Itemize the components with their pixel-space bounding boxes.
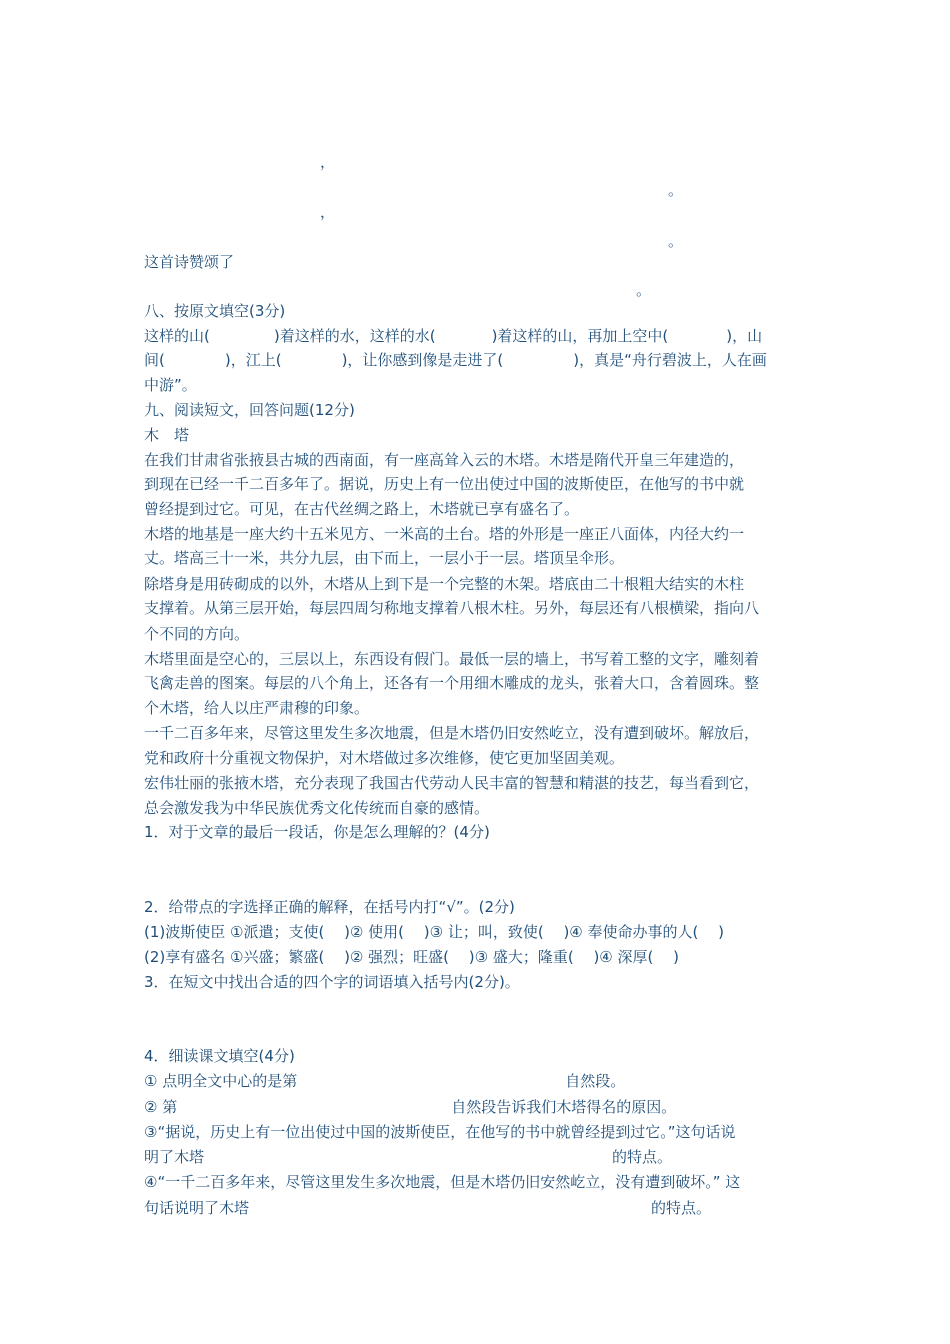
question-2-item-1: (1)波斯使臣 ①派遣；支使( )② 使用( )③ 让；叫，致使( )④ 奉使命办事的人( ) — [144, 923, 725, 941]
poem-comma-1: ， — [320, 153, 336, 171]
article-line: 丈。塔高三十一米，共分九层，由下而上，一层小于一层。塔顶呈伞形。 — [144, 549, 625, 567]
fill-text: ② 第 — [144, 1098, 178, 1116]
article-line: 宏伟壮丽的张掖木塔，充分表现了我国古代劳动人民丰富的智慧和精湛的技艺，每当看到它， — [144, 774, 760, 792]
section8-line-1 — [144, 324, 824, 348]
article-line: 曾经提到过它。可见，在古代丝绸之路上，木塔就已享有盛名了。 — [144, 500, 580, 518]
poem-period-2: 。 — [668, 232, 684, 250]
question-3: 3．在短文中找出合适的四个字的词语填入括号内(2分)。 — [144, 973, 520, 991]
question-4: 4．细读课文填空(4分) — [144, 1047, 295, 1065]
poem-comma-2: ， — [320, 203, 336, 221]
question-1: 1．对于文章的最后一段话，你是怎么理解的？(4分) — [144, 823, 490, 841]
fill-text: )着这样的山，再加上空中( — [491, 327, 669, 345]
poem-period-3: 。 — [636, 281, 652, 299]
fill-text: 间( — [144, 351, 165, 369]
fill-text: 的特点。 — [651, 1199, 712, 1217]
article-line: 一千二百多年来，尽管这里发生多次地震，但是木塔仍旧安然屹立，没有遭到破坏。解放后， — [144, 724, 760, 742]
fill-text: )，山 — [726, 327, 763, 345]
article-line: 木塔的地基是一座大约十五米见方、一米高的土台。塔的外形是一座正八面体，内径大约一 — [144, 525, 745, 543]
question-4-item-1 — [144, 1069, 824, 1093]
fill-text: ① 点明全文中心的是第 — [144, 1072, 298, 1090]
article-line: 个不同的方向。 — [144, 625, 250, 643]
poem-period-1: 。 — [668, 181, 684, 199]
article-line: 总会激发我为中华民族优秀文化传统而自豪的感情。 — [144, 799, 490, 817]
fill-text: 自然段。 — [565, 1072, 626, 1090]
fill-text: 这样的山( — [144, 327, 210, 345]
fill-text: 句话说明了木塔 — [144, 1199, 250, 1217]
article-line: 到现在已经一千二百多年了。据说，历史上有一位出使过中国的波斯使臣，在他写的书中就 — [144, 475, 745, 493]
section8-line-2 — [144, 348, 824, 372]
fill-text: 明了木塔 — [144, 1148, 205, 1166]
article-line: 个木塔，给人以庄严肃穆的印象。 — [144, 699, 370, 717]
fill-text: )着这样的水，这样的水( — [273, 327, 436, 345]
question-2: 2．给带点的字选择正确的解释，在括号内打“√”。(2分) — [144, 898, 515, 916]
article-line: 党和政府十分重视文物保护，对木塔做过多次维修，使它更加坚固美观。 — [144, 749, 625, 767]
article-line: 除塔身是用砖砌成的以外，木塔从上到下是一个完整的木架。塔底由二十根粗大结实的木柱 — [144, 575, 745, 593]
question-4-item-4-cont — [144, 1196, 824, 1220]
question-4-item-4: ④“一千二百多年来，尽管这里发生多次地震，但是木塔仍旧安然屹立，没有遭到破坏。” 这 — [144, 1173, 741, 1191]
fill-text: 的特点。 — [612, 1148, 673, 1166]
question-4-item-2 — [144, 1095, 824, 1119]
fill-text: )，让你感到像是走进了( — [341, 351, 504, 369]
fill-text: )，真是“舟行碧波上，人在画 — [573, 351, 767, 369]
article-line: 飞禽走兽的图案。每层的八个角上，还各有一个用细木雕成的龙头，张着大口，含着圆珠。整 — [144, 674, 760, 692]
poem-praise-line: 这首诗赞颂了 — [144, 253, 235, 271]
section8-heading: 八、按原文填空(3分) — [144, 302, 286, 320]
article-line: 支撑着。从第三层开始，每层四周匀称地支撑着八根木柱。另外，每层还有八根横梁，指向八 — [144, 599, 760, 617]
article-line: 木塔里面是空心的，三层以上，东西设有假门。最低一层的墙上，书写着工整的文字，雕刻着 — [144, 650, 760, 668]
question-4-item-3-cont — [144, 1145, 824, 1169]
section9-heading: 九、阅读短文，回答问题(12分) — [144, 401, 355, 419]
question-2-item-2: (2)享有盛名 ①兴盛；繁盛( )② 强烈；旺盛( )③ 盛大；隆重( )④ 深厚( ) — [144, 948, 680, 966]
article-line: 在我们甘肃省张掖县古城的西南面，有一座高耸入云的木塔。木塔是隋代开皇三年建造的， — [144, 451, 745, 469]
article-title: 木 塔 — [144, 426, 190, 444]
fill-text: 自然段告诉我们木塔得名的原因。 — [451, 1098, 677, 1116]
section8-line-3: 中游”。 — [144, 376, 197, 394]
question-4-item-3: ③“据说，历史上有一位出使过中国的波斯使臣，在他写的书中就曾经提到过它。”这句话说 — [144, 1123, 736, 1141]
fill-text: )，江上( — [224, 351, 282, 369]
